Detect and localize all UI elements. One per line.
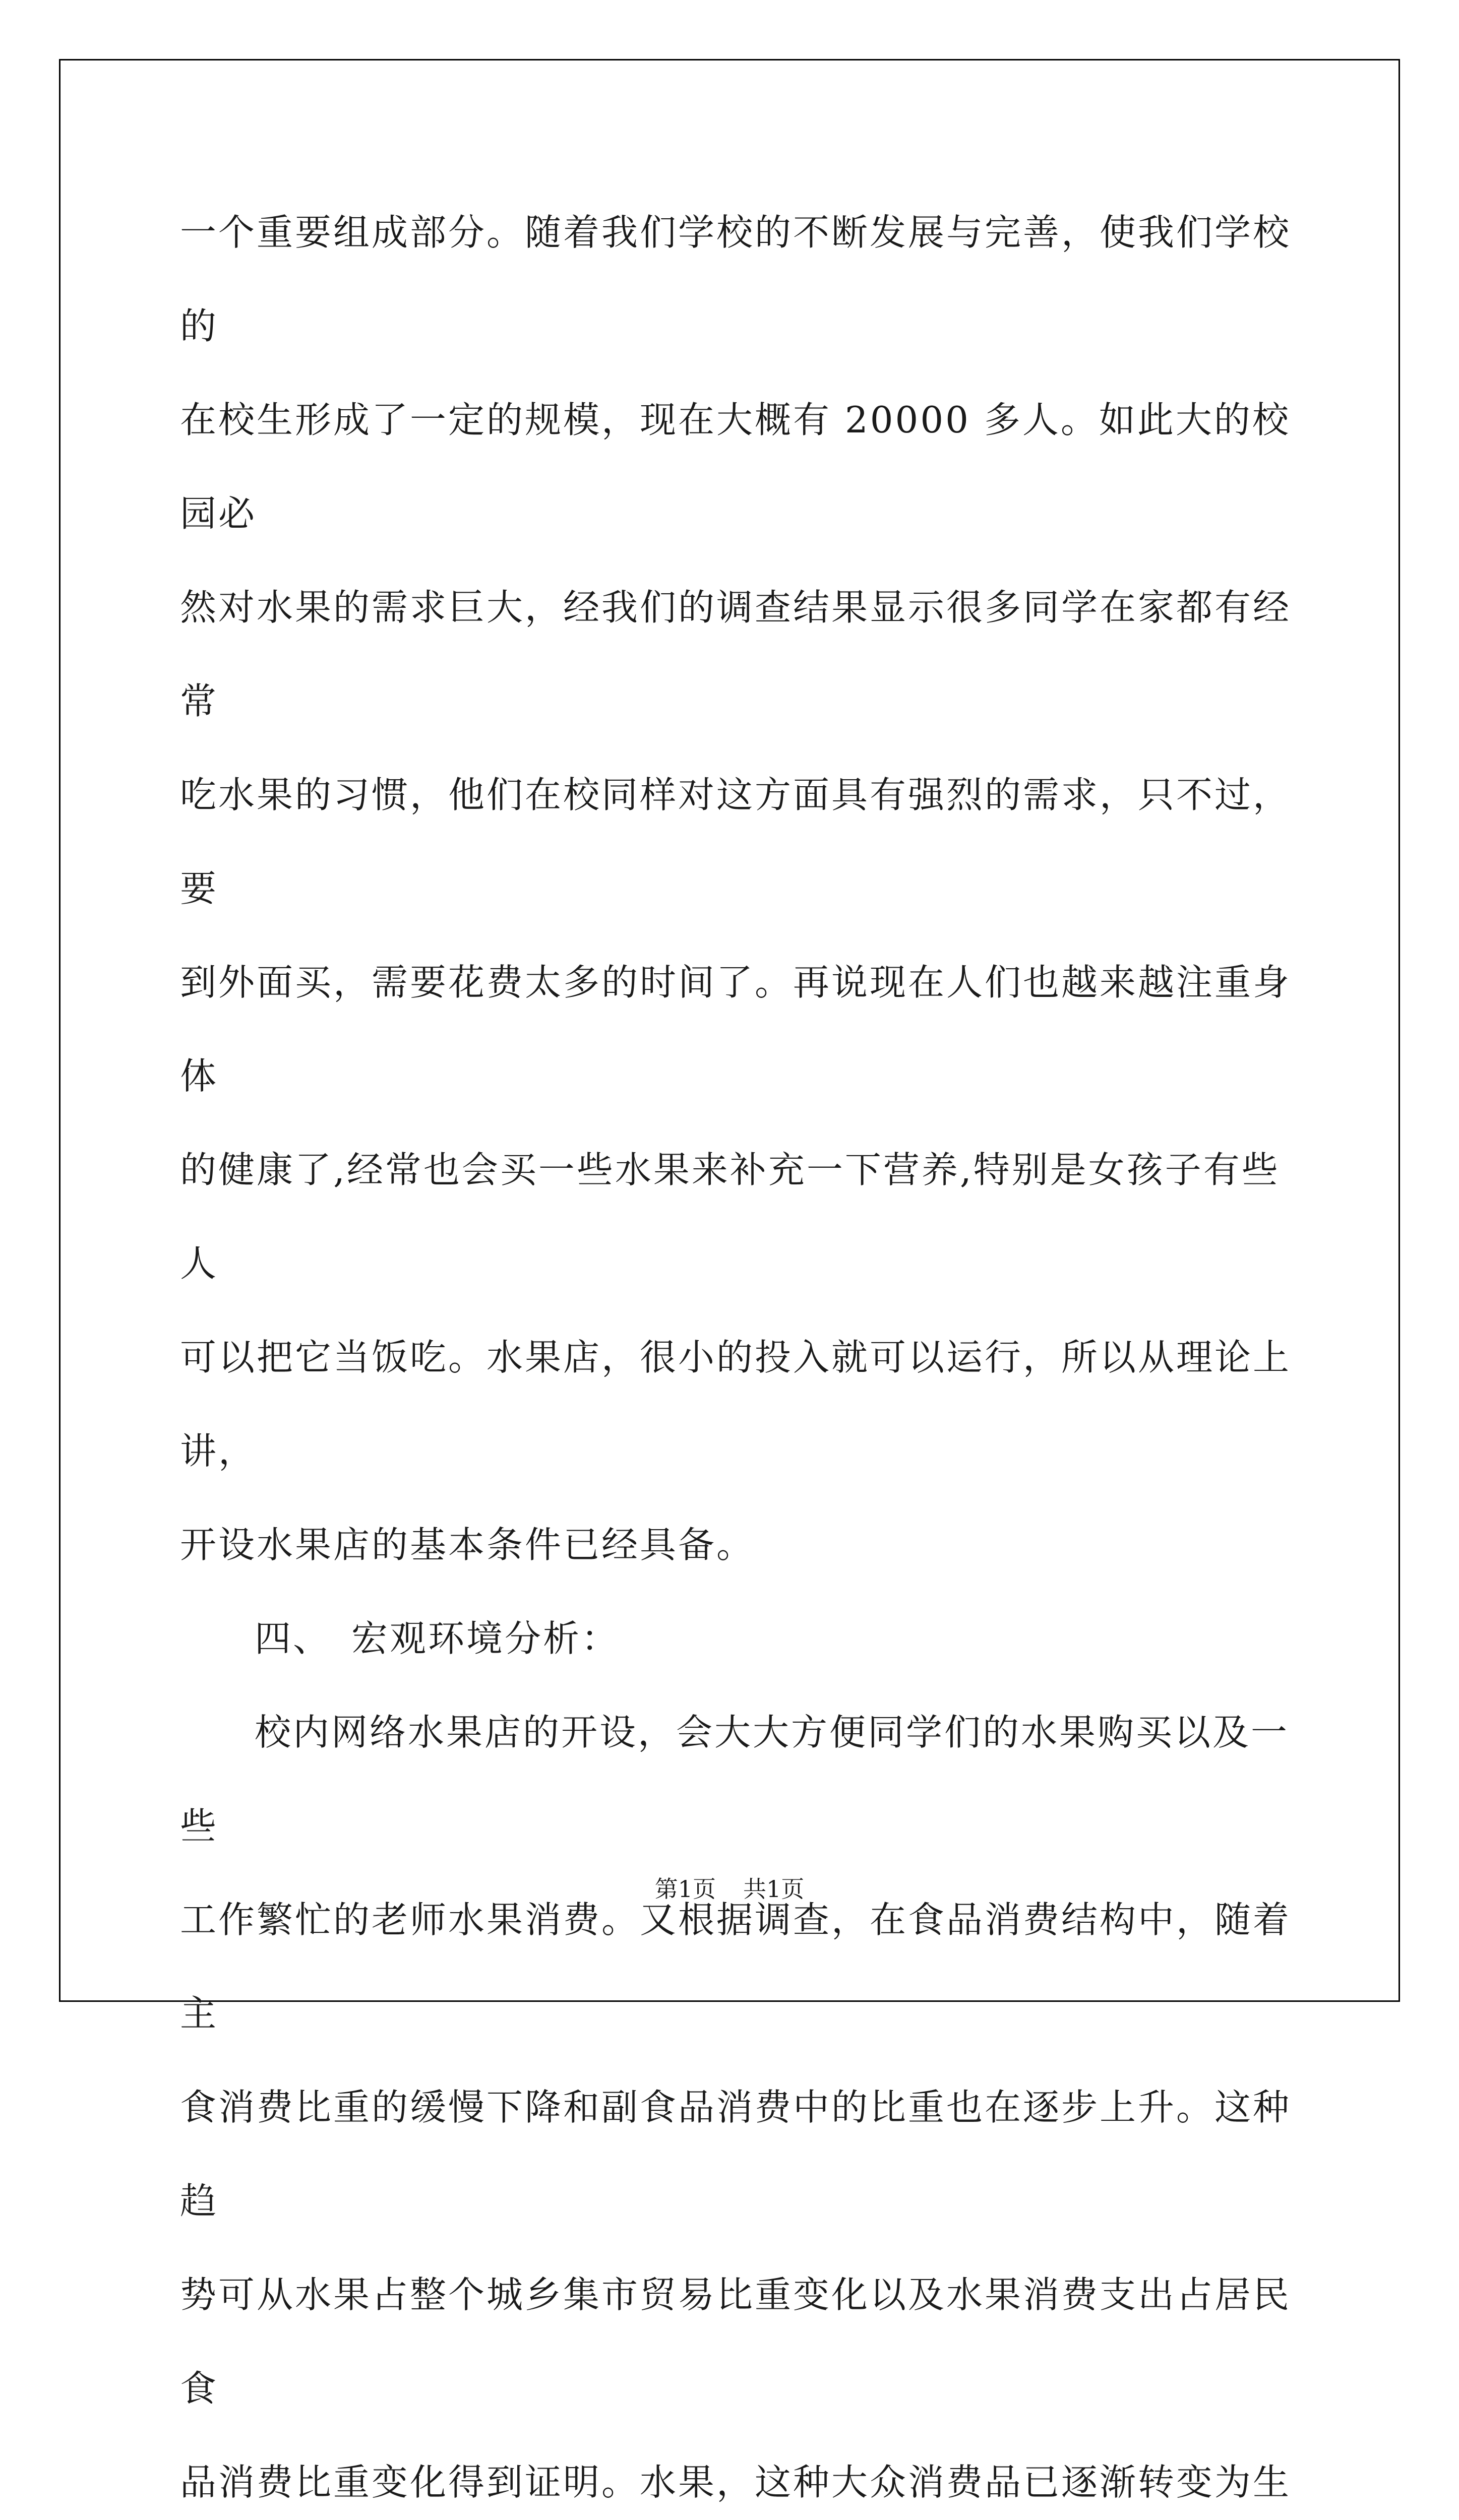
text-line: 势可从水果占整个城乡集市贸易比重变化以及水果消费支出占居民食	[180, 2274, 1292, 2410]
text-line: 然对水果的需求巨大，经我们的调查结果显示很多同学在家都有经常	[180, 586, 1292, 722]
text-line: 可以把它当饭吃。水果店，很小的投入就可以运行，所以从理论上讲，	[180, 1336, 1292, 1472]
document-body	[180, 185, 1314, 2520]
intro-paragraph	[180, 185, 1314, 1592]
section-number: 四、	[255, 1617, 332, 1660]
text-line: 校内网络水果店的开设，会大大方便同学们的水果购买以及一些	[180, 1711, 1290, 1847]
page-number: 第1页	[654, 1875, 716, 1903]
text-line: 吃水果的习惯，他们在校同样对这方面具有强烈的需求，只不过，要	[180, 774, 1292, 910]
text-line: 一个重要组成部分。随着我们学校的不断发展与完善，使我们学校的	[180, 211, 1292, 347]
text-line: 食消费比重的缓慢下降和副食品消费中的比重也在逐步上升。这种趋	[180, 2086, 1292, 2222]
section-heading-four	[180, 1592, 1314, 1685]
section-title: 宏观环境分析：	[351, 1617, 620, 1660]
text-line: 的健康了,经常也会买一些水果来补充一下营养,特别是女孩子有些人	[180, 1149, 1280, 1285]
text-line: 工作繁忙的老师水果消费。又根据调查，在食品消费结构中，随着主	[180, 1899, 1292, 2035]
page-count: 共1页	[743, 1875, 805, 1903]
page-footer	[0, 1871, 1459, 1904]
text-line: 品消费比重变化得到证明。水果，这种大众消费品已逐渐转变为生	[180, 2461, 1292, 2503]
text-line: 开设水果店的基本条件已经具备。	[180, 1524, 755, 1566]
text-line: 到外面买，需要花费太多的时间了。再说现在人们也越来越注重身体	[180, 961, 1292, 1097]
macro-paragraph	[180, 1685, 1314, 2520]
text-line: 在校生形成了一定的规模，现在大概有 20000 多人。如此大的校园必	[180, 399, 1291, 535]
